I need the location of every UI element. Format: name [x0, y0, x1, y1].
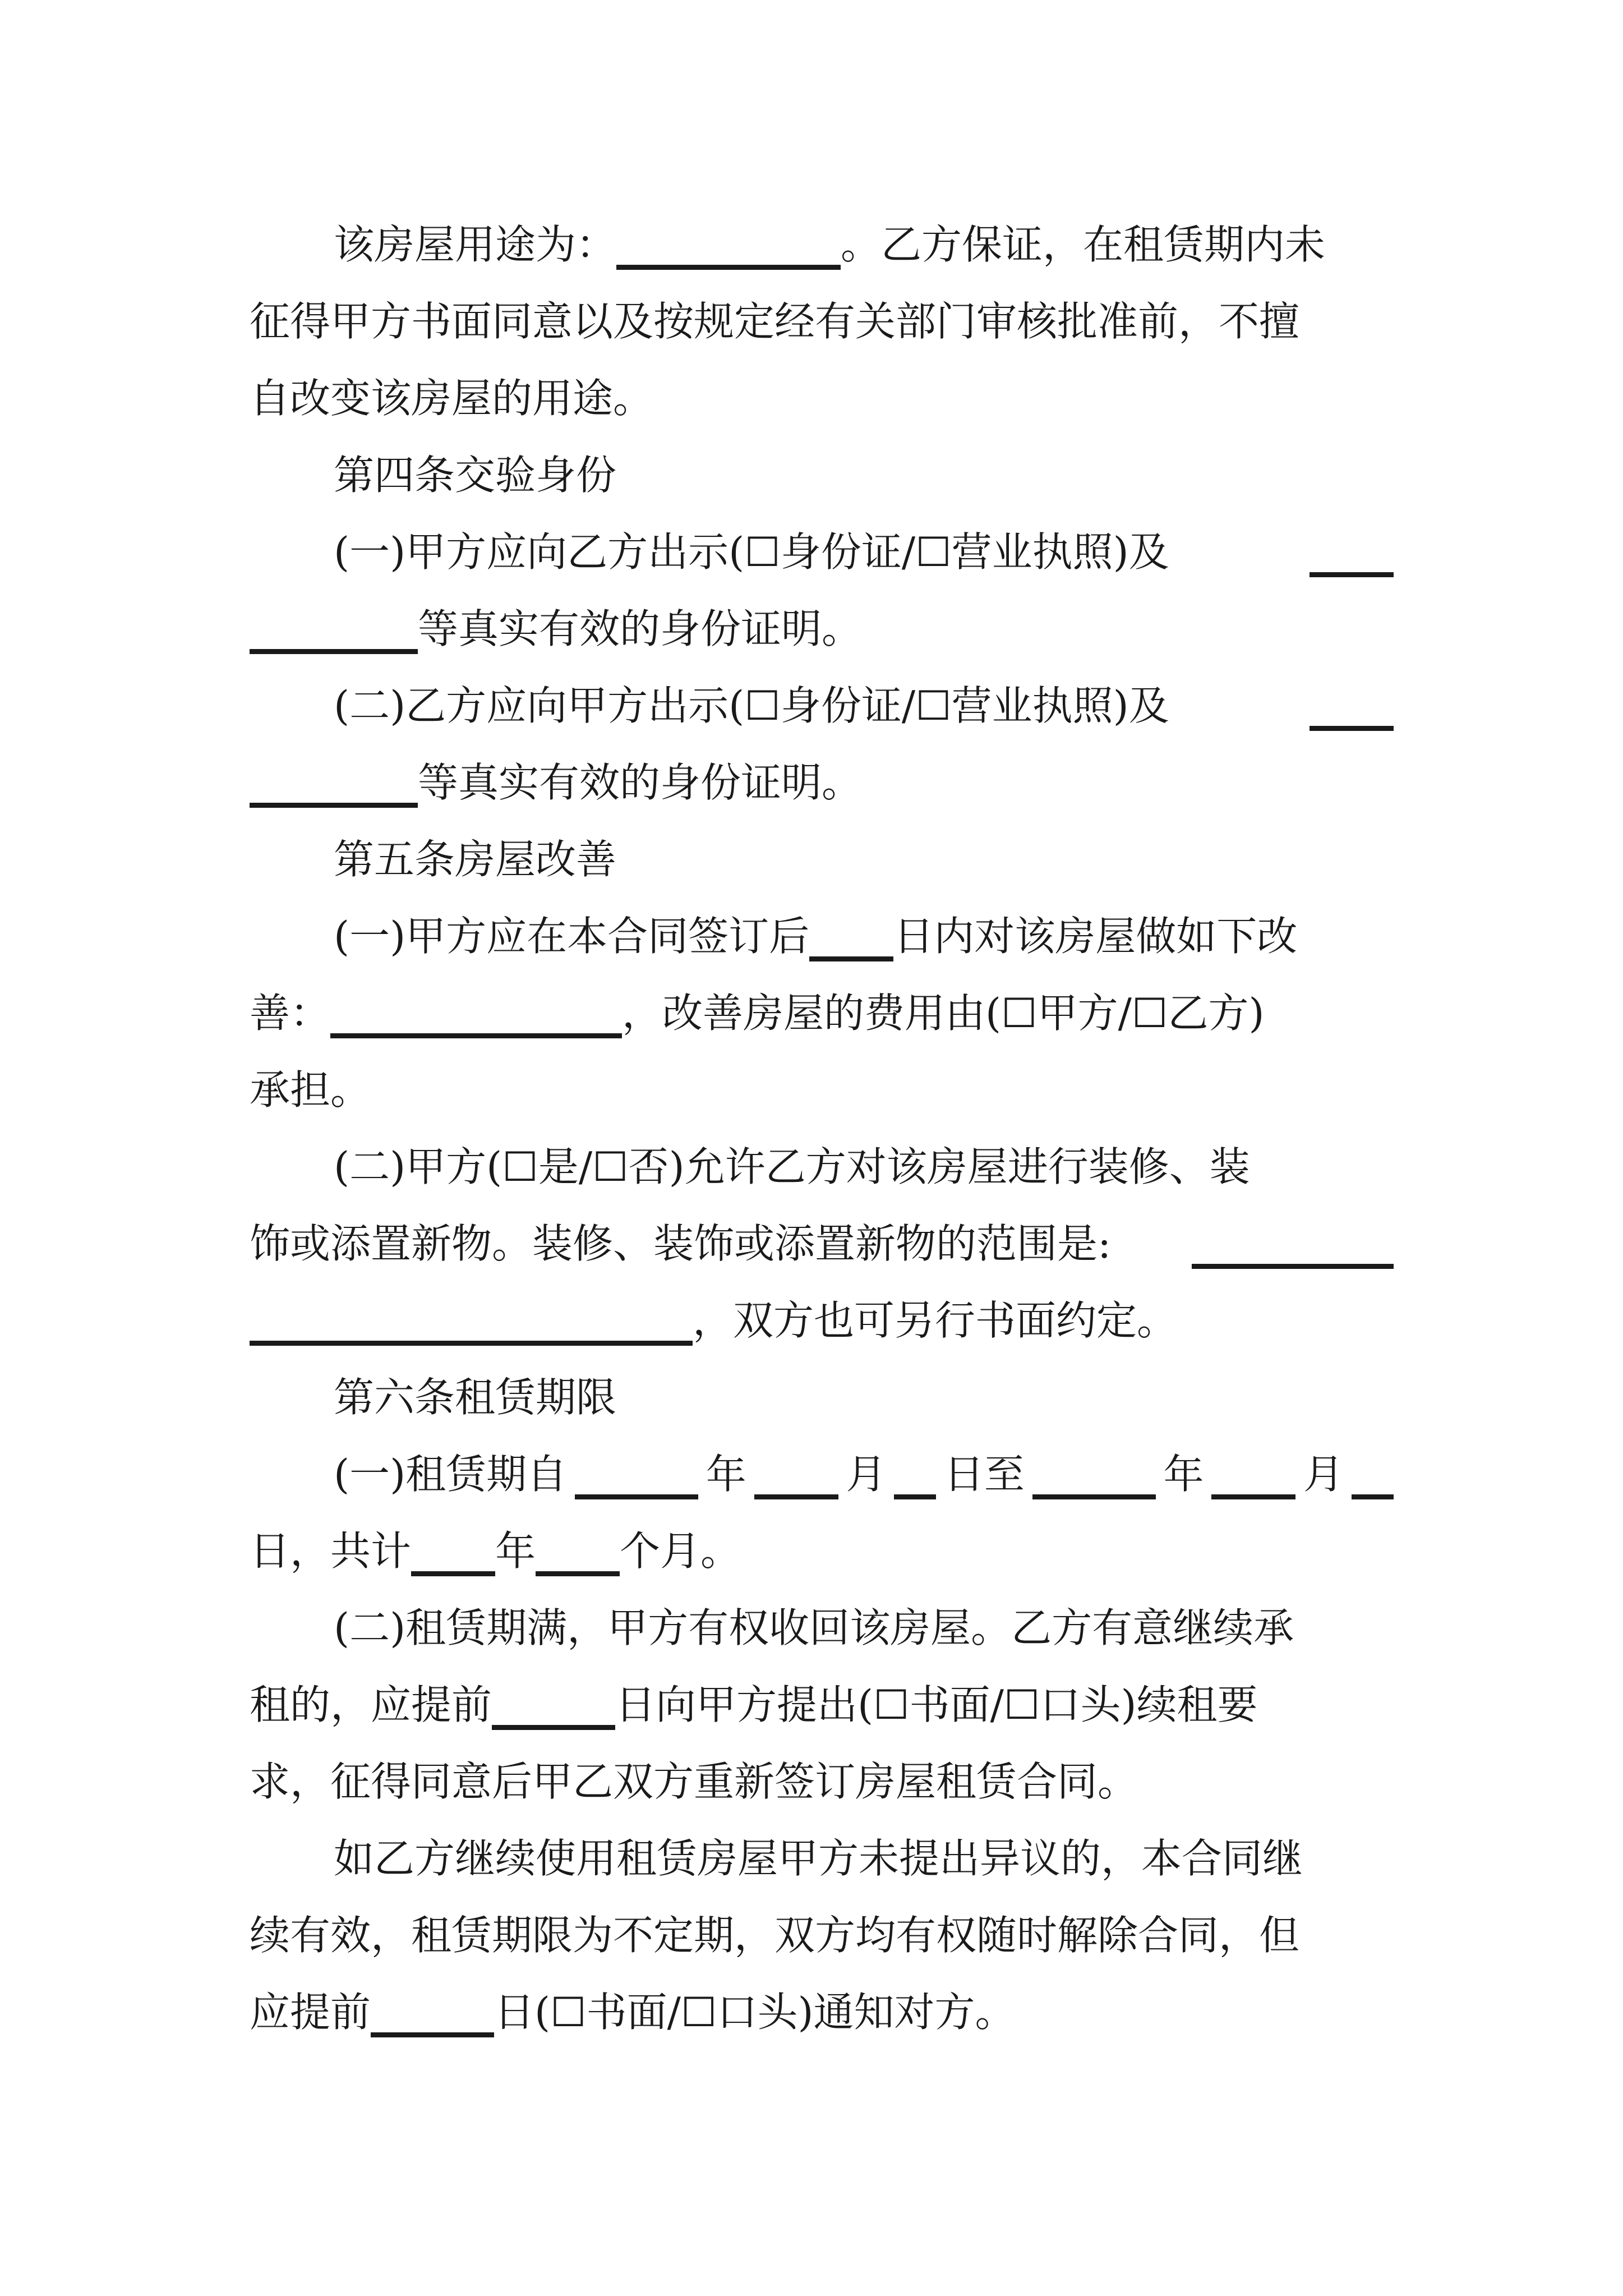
article-4-item-1-line-1: [250, 514, 1394, 591]
fill-blank-end-day[interactable]: [1352, 1450, 1394, 1499]
text-segment: 应提前: [250, 1989, 371, 2036]
text-segment: 月: [1303, 1451, 1344, 1498]
fill-blank-decoration-scope-part-2[interactable]: [250, 1296, 693, 1346]
text-segment: 承担。: [250, 1066, 371, 1114]
text-segment: (二)甲方(☐是/☐否)允许乙方对该房屋进行装修、装: [334, 1143, 1250, 1190]
text-segment: 个月。: [620, 1527, 741, 1575]
text-segment: 日(☐书面/☐口头)通知对方。: [494, 1989, 1016, 2036]
text-segment: 年: [706, 1451, 746, 1498]
fill-blank-end-year[interactable]: [1032, 1450, 1156, 1499]
article-6-item-3-line-1: [250, 1820, 1394, 1897]
text-segment: 租的，应提前: [250, 1681, 492, 1728]
text-segment: 如乙方继续使用租赁房屋甲方未提出异议的，本合同继: [334, 1835, 1303, 1882]
fill-blank-total-years[interactable]: [411, 1527, 495, 1576]
article-4-item-1-line-2: [250, 591, 1394, 668]
text-segment: 该房屋用途为：: [334, 221, 617, 268]
fill-blank-renewal-notice-days[interactable]: [492, 1681, 615, 1730]
article-4-item-2-line-2: [250, 744, 1394, 821]
text-segment: 日，共计: [250, 1527, 412, 1575]
article-5-item-1-line-1: [250, 898, 1394, 975]
article-4-item-2-line-1: [250, 668, 1394, 744]
fill-blank-end-month[interactable]: [1211, 1450, 1295, 1499]
contract-body: [250, 206, 1394, 2051]
article-6-item-2-line-1: [250, 1590, 1394, 1667]
fill-blank-usage[interactable]: [616, 220, 841, 270]
text-segment: 月: [846, 1451, 887, 1498]
text-segment: 饰或添置新物。装修、装饰或添置新物的范围是:: [250, 1220, 1112, 1267]
fill-blank-total-months[interactable]: [536, 1527, 620, 1576]
text-segment: (二)乙方应向甲方出示(☐身份证/☐营业执照)及: [334, 682, 1169, 729]
text-segment: 日向甲方提出(☐书面/☐口头)续租要: [615, 1681, 1258, 1728]
article-5-item-2-line-3: [250, 1282, 1394, 1359]
fill-blank-id-doc-b-part-2[interactable]: [250, 758, 418, 808]
heading-text: 第五条房屋改善: [334, 836, 617, 883]
article-6-item-1-line-1: [250, 1436, 1394, 1513]
article-6-item-3-line-2: [250, 1897, 1394, 1974]
fill-blank-decoration-scope-part-1[interactable]: [1192, 1220, 1394, 1269]
text-segment: 。乙方保证，在租赁期内未: [841, 221, 1326, 268]
text-segment: 求，征得同意后甲乙双方重新签订房屋租赁合同。: [250, 1758, 1138, 1805]
text-segment: 等真实有效的身份证明。: [418, 759, 863, 806]
article-4-heading: [250, 437, 1394, 514]
text-segment: (二)租赁期满，甲方有权收回该房屋。乙方有意继续承: [334, 1604, 1294, 1651]
article-5-item-1-line-2: [250, 975, 1394, 1052]
article-5-item-1-line-3: [250, 1052, 1394, 1129]
fill-blank-termination-notice-days[interactable]: [371, 1988, 494, 2037]
paragraph-usage-line-2: [250, 283, 1394, 360]
text-segment: 等真实有效的身份证明。: [418, 605, 863, 652]
article-6-item-3-line-3: [250, 1974, 1394, 2051]
text-segment: 年: [1163, 1451, 1204, 1498]
article-6-item-2-line-3: [250, 1743, 1394, 1820]
text-segment: 征得甲方书面同意以及按规定经有关部门审核批准前，不擅: [250, 298, 1300, 345]
text-segment: (一)甲方应在本合同签订后: [334, 913, 810, 960]
heading-text: 第四条交验身份: [334, 452, 617, 499]
paragraph-usage-line-1: [250, 206, 1394, 283]
fill-blank-improve-days[interactable]: [809, 912, 893, 961]
text-segment: (一)租赁期自: [334, 1451, 568, 1498]
text-segment: 善：: [250, 990, 331, 1037]
fill-blank-improve-content[interactable]: [330, 989, 622, 1038]
text-segment: 日内对该房屋做如下改: [893, 913, 1298, 960]
article-6-item-2-line-2: [250, 1667, 1394, 1743]
article-5-item-2-line-1: [250, 1129, 1394, 1205]
text-segment: ，改善房屋的费用由(☐甲方/☐乙方): [622, 990, 1265, 1037]
fill-blank-start-year[interactable]: [575, 1450, 698, 1499]
text-segment: 日至: [943, 1451, 1025, 1498]
fill-blank-start-month[interactable]: [754, 1450, 838, 1499]
article-5-heading: [250, 821, 1394, 898]
text-segment: (一)甲方应向乙方出示(☐身份证/☐营业执照)及: [334, 528, 1169, 576]
text-segment: 续有效，租赁期限为不定期，双方均有权随时解除合同，但: [250, 1912, 1300, 1959]
text-segment: 自改变该房屋的用途。: [250, 375, 654, 422]
fill-blank-id-doc-a-part-1[interactable]: [1310, 528, 1394, 577]
heading-text: 第六条租赁期限: [334, 1374, 617, 1421]
text-segment: ，双方也可另行书面约定。: [693, 1297, 1178, 1344]
fill-blank-id-doc-a-part-2[interactable]: [250, 605, 418, 654]
text-segment: 年: [495, 1527, 536, 1575]
article-6-heading: [250, 1359, 1394, 1436]
fill-blank-id-doc-b-part-1[interactable]: [1310, 682, 1394, 731]
fill-blank-start-day[interactable]: [894, 1450, 936, 1499]
article-6-item-1-line-2: [250, 1513, 1394, 1590]
article-5-item-2-line-2: [250, 1205, 1394, 1282]
paragraph-usage-line-3: [250, 360, 1394, 437]
